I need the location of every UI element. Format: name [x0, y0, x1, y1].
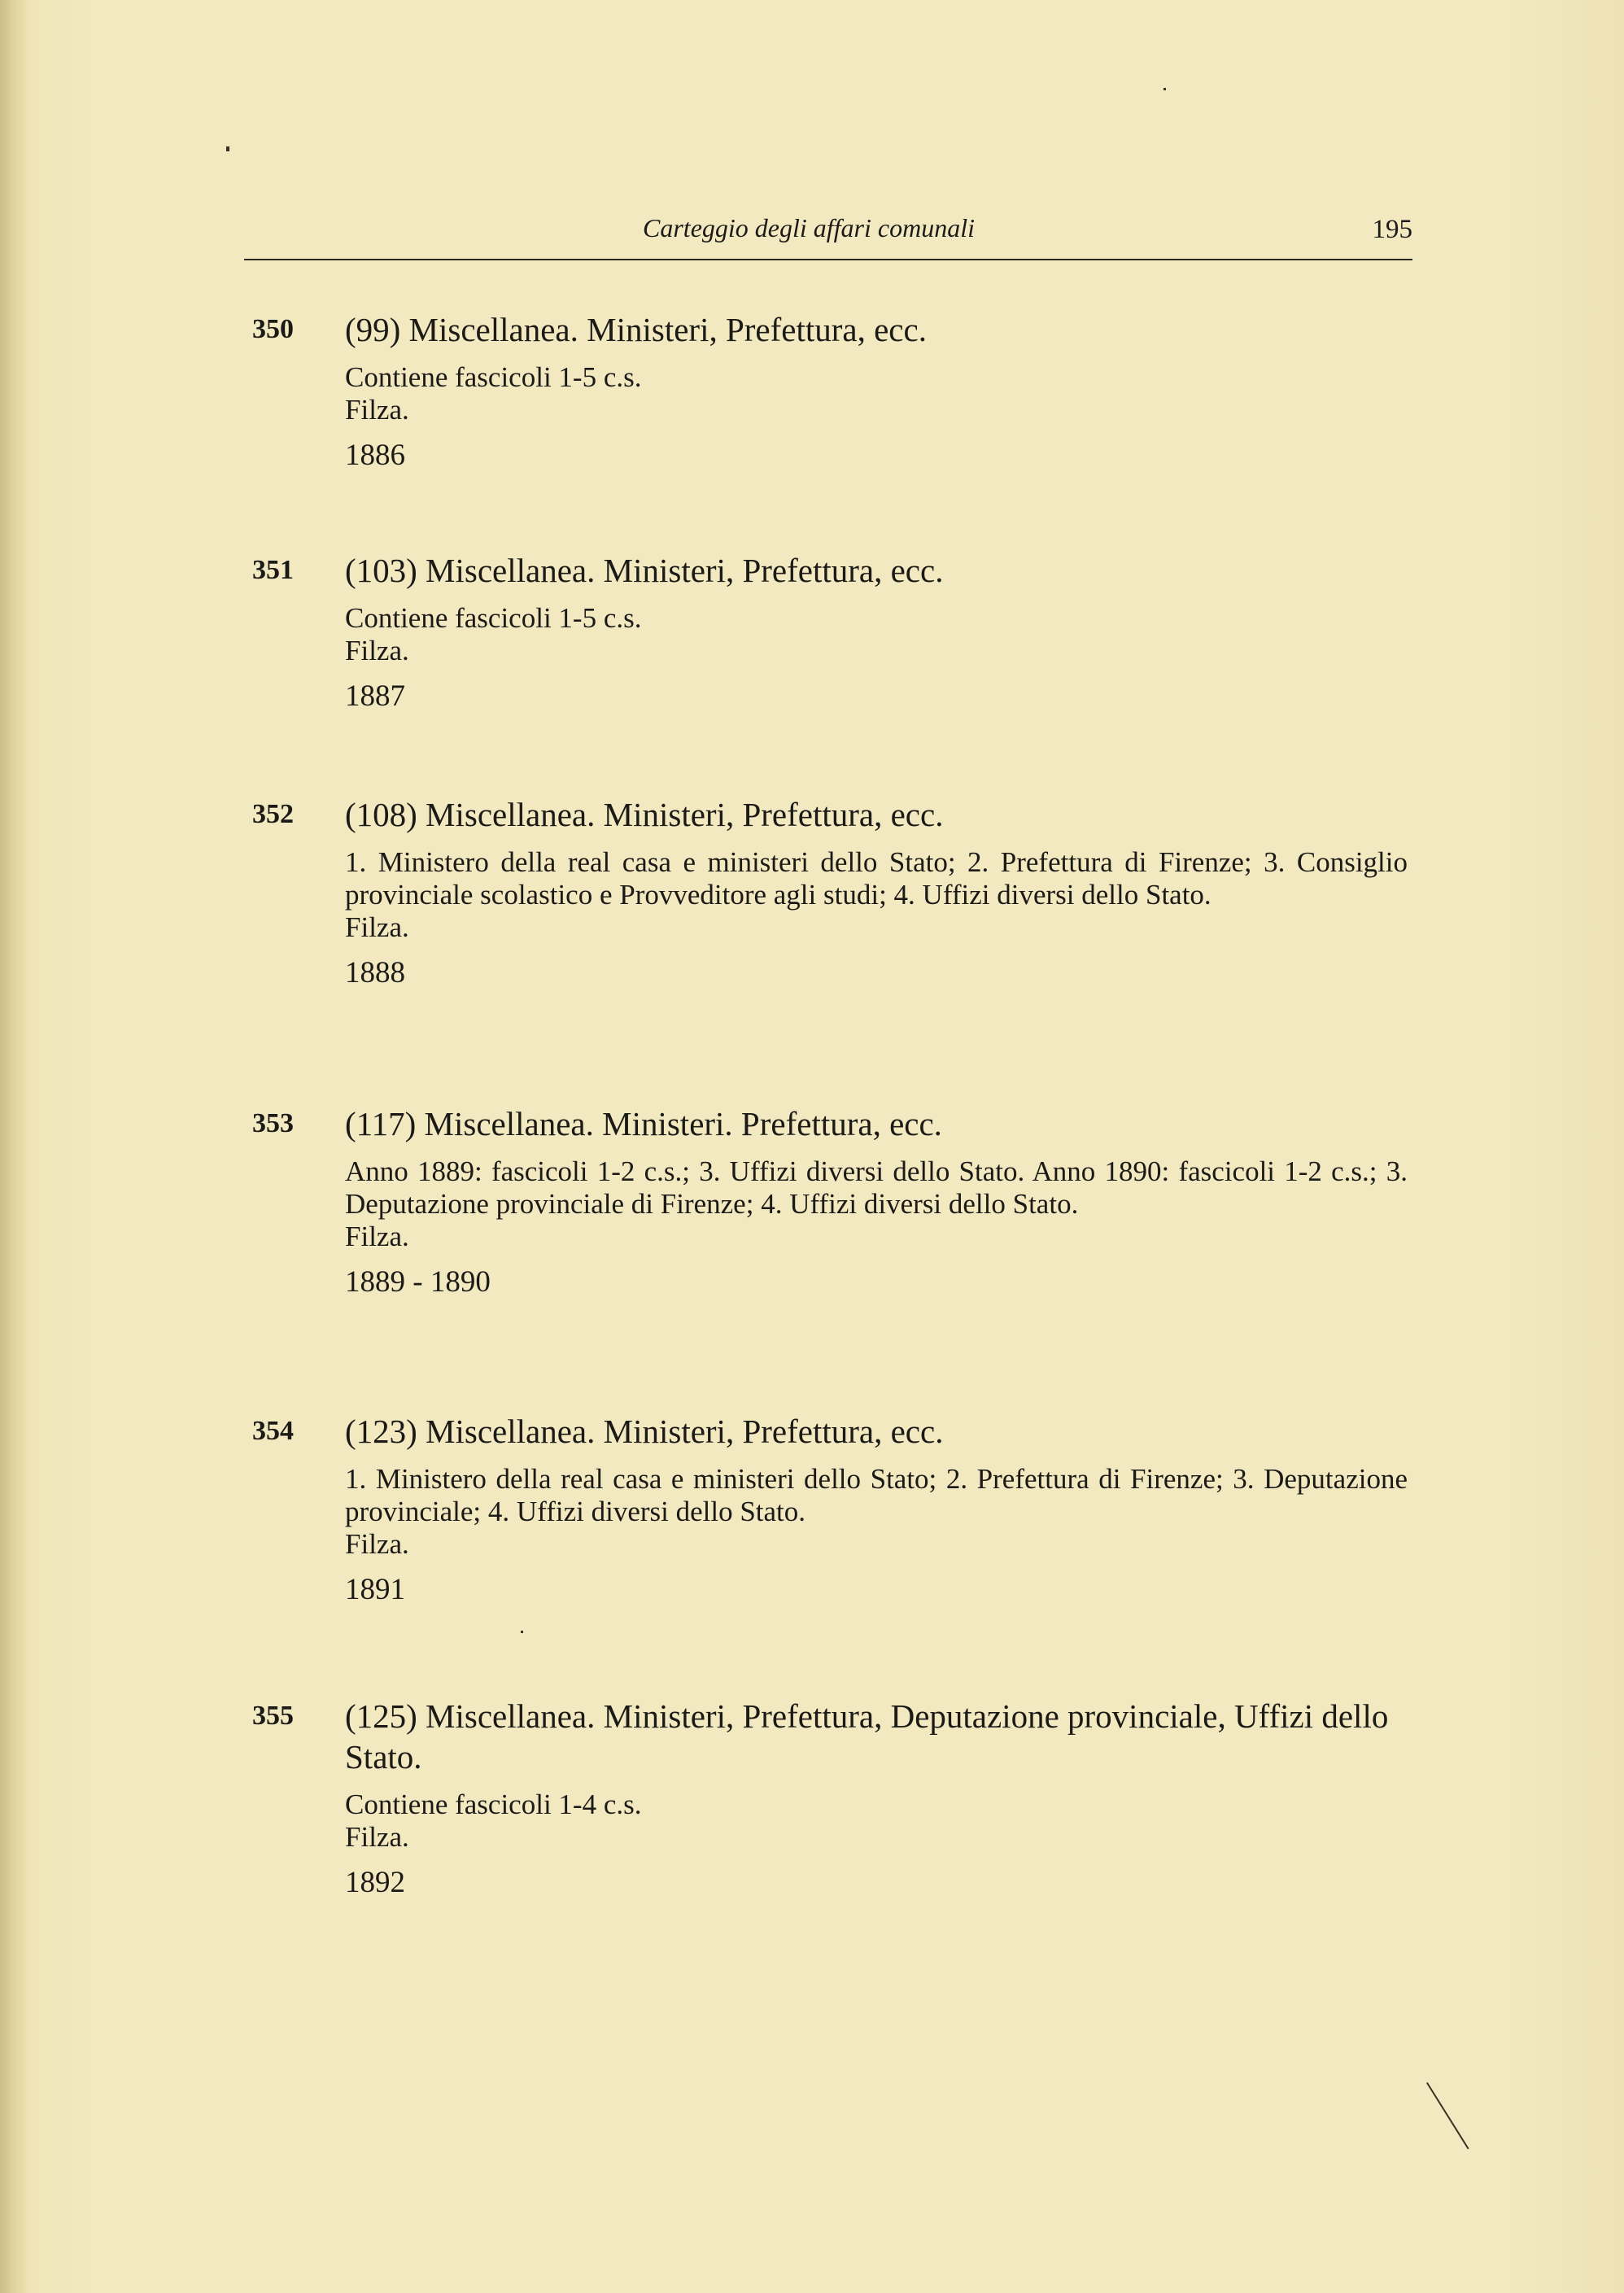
entry-number: 353 — [252, 1108, 294, 1138]
entry-date: 1892 — [345, 1866, 405, 1899]
entry-body — [345, 550, 1408, 713]
running-title: Carteggio degli affari comunali — [643, 213, 975, 242]
page-header — [244, 213, 1412, 260]
entry-date: 1888 — [345, 956, 405, 989]
catalog-entry — [252, 550, 1408, 713]
ink-speck — [521, 1631, 523, 1633]
entry-title: (117) Miscellanea. Ministeri. Prefettura, ecc. — [345, 1105, 942, 1142]
entry-number: 354 — [252, 1416, 294, 1446]
entry-body — [345, 309, 1408, 472]
ink-speck — [226, 146, 229, 151]
entry-body — [345, 794, 1408, 989]
entry-title: (108) Miscellanea. Ministeri, Prefettura, ecc. — [345, 796, 944, 833]
binding-gutter — [0, 0, 29, 2293]
entry-number: 350 — [252, 314, 294, 344]
ink-speck — [1163, 88, 1166, 90]
catalog-entry — [252, 794, 1408, 989]
entry-title: (123) Miscellanea. Ministeri, Prefettura, ecc. — [345, 1413, 944, 1450]
entry-description: Contiene fascicoli 1-5 c.s. — [345, 602, 642, 634]
entry-format: Filza. — [345, 911, 409, 943]
catalog-entry — [252, 1411, 1408, 1606]
catalog-entry — [252, 1103, 1408, 1299]
entry-description: 1. Ministero della real casa e ministeri dello Stato; 2. Prefettura di Firenze; 3. Consiglio provinciale scolastico e Provveditore agli studi; 4. Uffizi diversi dello Stato. — [345, 846, 1408, 911]
entry-format: Filza. — [345, 1528, 409, 1560]
entry-format: Filza. — [345, 635, 409, 666]
entry-format: Filza. — [345, 1221, 409, 1252]
entry-date: 1889 - 1890 — [345, 1265, 491, 1299]
entry-format: Filza. — [345, 394, 409, 426]
entry-number: 351 — [252, 555, 294, 585]
entry-description: Anno 1889: fascicoli 1-2 c.s.; 3. Uffizi diversi dello Stato. Anno 1890: fascicoli 1-2 c.s.; 3. Deputazione provinciale di Firenze; 4. Uffizi diversi dello Stato. — [345, 1155, 1408, 1220]
page-number: 195 — [1372, 215, 1412, 244]
entry-format: Filza. — [345, 1821, 409, 1853]
entry-date: 1886 — [345, 439, 405, 472]
entry-title: (125) Miscellanea. Ministeri, Prefettura, Deputazione provinciale, Uffizi dello Stato. — [345, 1697, 1389, 1775]
entry-description: Contiene fascicoli 1-5 c.s. — [345, 361, 642, 393]
entry-date: 1891 — [345, 1573, 405, 1606]
catalog-entry — [252, 309, 1408, 472]
entry-description: Contiene fascicoli 1-4 c.s. — [345, 1789, 642, 1820]
entry-body — [345, 1103, 1408, 1299]
entry-title: (99) Miscellanea. Ministeri, Prefettura, ecc. — [345, 311, 927, 348]
catalog-entry — [252, 1696, 1408, 1899]
header-rule — [244, 259, 1412, 260]
entry-body — [345, 1411, 1408, 1606]
pencil-stroke — [1426, 2082, 1469, 2149]
entry-number: 352 — [252, 799, 294, 829]
entry-body — [345, 1696, 1408, 1899]
entry-title: (103) Miscellanea. Ministeri, Prefettura, ecc. — [345, 552, 944, 589]
entry-number: 355 — [252, 1701, 294, 1731]
entry-date: 1887 — [345, 679, 405, 713]
entry-description: 1. Ministero della real casa e ministeri dello Stato; 2. Prefettura di Firenze; 3. Deputazione provinciale; 4. Uffizi diversi dello Stato. — [345, 1463, 1408, 1527]
